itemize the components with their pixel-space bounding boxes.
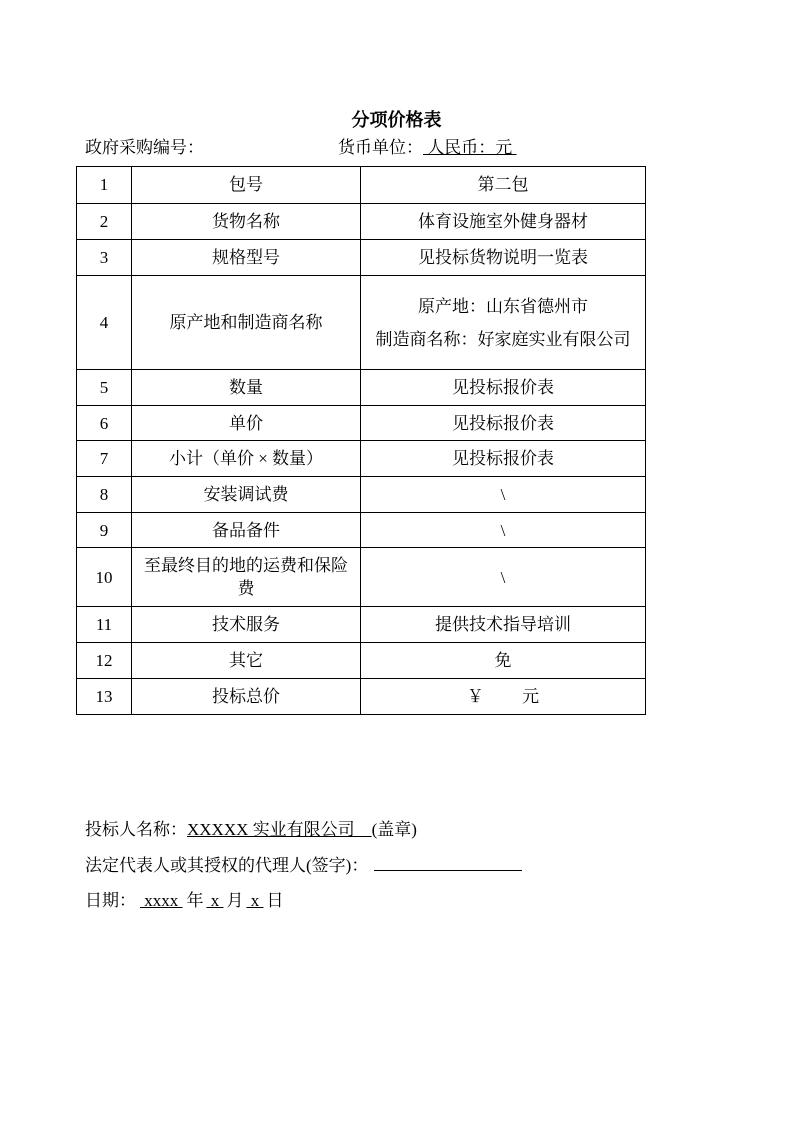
- item-value: 见投标货物说明一览表: [361, 240, 646, 276]
- row-number: 9: [77, 513, 132, 548]
- row-number: 6: [77, 406, 132, 441]
- bidder-line: [85, 815, 417, 840]
- item-value: \: [361, 477, 646, 513]
- procurement-no-label: 政府采购编号：: [85, 138, 204, 157]
- representative-line: [85, 851, 522, 876]
- item-name: 技术服务: [132, 607, 361, 643]
- bidder-name: XXXXX 实业有限公司: [187, 820, 372, 839]
- month-unit: 月: [226, 891, 244, 910]
- representative-label: 法定代表人或其授权的代理人(签字)：: [85, 856, 369, 875]
- seal-label: (盖章): [371, 820, 417, 839]
- currency-label: 货币单位：: [338, 138, 423, 157]
- table-row: [77, 513, 646, 548]
- signature-field[interactable]: [374, 852, 522, 871]
- currency-value: 人民币：元: [423, 138, 517, 157]
- currency-unit: [338, 133, 517, 158]
- item-name: 小计（单价 × 数量）: [132, 441, 361, 477]
- row-number: 5: [77, 370, 132, 406]
- row-number: 8: [77, 477, 132, 513]
- table-row: [77, 276, 646, 370]
- row-number: 1: [77, 167, 132, 204]
- item-value: 见投标报价表: [361, 370, 646, 406]
- table-row: [77, 240, 646, 276]
- item-name: 原产地和制造商名称: [132, 276, 361, 370]
- date-day: x: [246, 891, 264, 910]
- item-value: 体育设施室外健身器材: [361, 204, 646, 240]
- item-value: \: [361, 513, 646, 548]
- item-name: 单价: [132, 406, 361, 441]
- item-value: \: [361, 548, 646, 607]
- date-month: x: [206, 891, 224, 910]
- item-name: 其它: [132, 643, 361, 679]
- table-row: [77, 607, 646, 643]
- table-row: [77, 477, 646, 513]
- year-unit: 年: [186, 891, 204, 910]
- item-value: 第二包: [361, 167, 646, 204]
- table-row: [77, 441, 646, 477]
- item-name: 数量: [132, 370, 361, 406]
- table-row: [77, 548, 646, 607]
- item-value: 见投标报价表: [361, 406, 646, 441]
- price-table: [76, 166, 646, 715]
- row-number: 2: [77, 204, 132, 240]
- item-name: 投标总价: [132, 679, 361, 715]
- item-name: 规格型号: [132, 240, 361, 276]
- item-name: 货物名称: [132, 204, 361, 240]
- row-number: 12: [77, 643, 132, 679]
- table-row: [77, 204, 646, 240]
- item-name: 备品备件: [132, 513, 361, 548]
- row-number: 13: [77, 679, 132, 715]
- origin-text: 原产地：山东省德州市: [418, 296, 588, 316]
- table-row: [77, 643, 646, 679]
- page-title: 分项价格表: [351, 110, 442, 130]
- table-row: [77, 679, 646, 715]
- row-number: 7: [77, 441, 132, 477]
- item-name: 安装调试费: [132, 477, 361, 513]
- item-name: 至最终目的地的运费和保险费: [132, 548, 361, 607]
- date-label: 日期：: [85, 891, 136, 910]
- date-line: [85, 886, 284, 911]
- row-number: 11: [77, 607, 132, 643]
- row-number: 10: [77, 548, 132, 607]
- item-value: ￥ 元: [361, 679, 646, 715]
- item-value: 免: [361, 643, 646, 679]
- table-row: [77, 406, 646, 441]
- item-value: 见投标报价表: [361, 441, 646, 477]
- bidder-label: 投标人名称：: [85, 820, 187, 839]
- row-number: 4: [77, 276, 132, 370]
- manufacturer-text: 制造商名称：好家庭实业有限公司: [375, 329, 631, 349]
- item-name: 包号: [132, 167, 361, 204]
- date-year: xxxx: [140, 891, 183, 910]
- table-row: [77, 167, 646, 204]
- table-row: [77, 370, 646, 406]
- day-unit: 日: [266, 891, 284, 910]
- item-value: [361, 276, 646, 370]
- row-number: 3: [77, 240, 132, 276]
- item-value: 提供技术指导培训: [361, 607, 646, 643]
